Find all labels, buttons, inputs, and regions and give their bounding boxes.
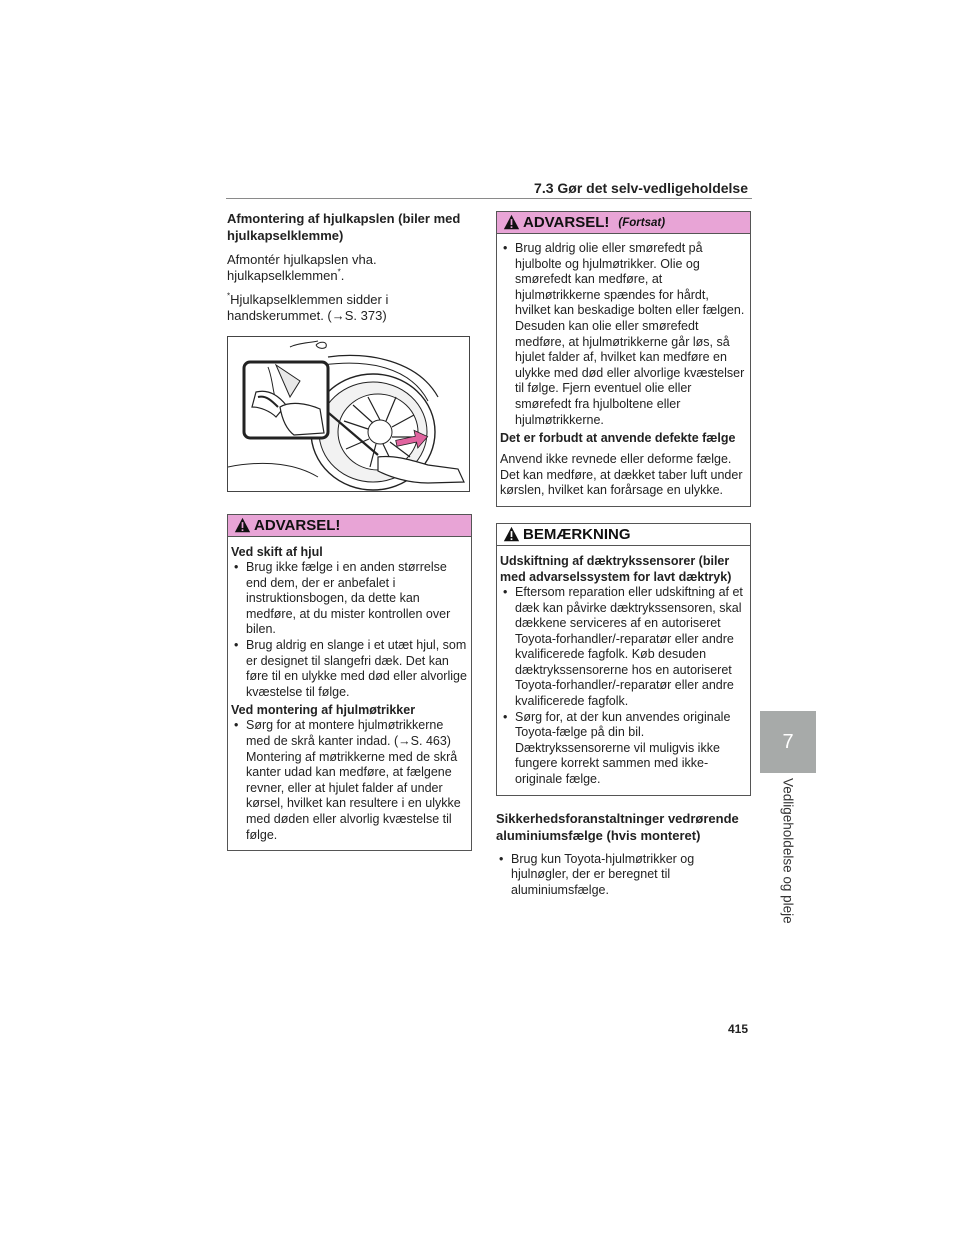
chapter-number: 7 <box>782 730 794 753</box>
chapter-tab <box>760 711 816 773</box>
list-item: • Brug kun Toyota-hjulmøtrikker og hjulnøgler, der er beregnet til aluminiumsfælge. <box>496 852 751 899</box>
warning-list-1 <box>231 560 468 700</box>
list-item: • Brug aldrig en slange i et utæt hjul, som er designet til slangefri dæk. Det kan føre til en ulykke med død eller alvorlige kvæstelse til følge. <box>231 638 468 700</box>
warning-subheading-2: Ved montering af hjulmøtrikker <box>231 703 416 718</box>
warning-triangle-icon <box>234 517 251 534</box>
list-item: • Brug aldrig olie eller smørefedt på hjulbolte og hjulmøtrikker. Olie og smørefedt kan medføre, at hjulmøtrikkerne spændes for hårdt, hvilket kan beskadige bolten eller fælgen. Desuden kan olie eller smørefedt medføre, at hjulmøtrikkerne går løs, så hjulet falder af, hvilket kan medføre en ulykke med død eller alvorlige kvæstelser til følge. Fjern eventuel olie eller smørefedt fra hjulboltene eller hjulmøtrikkerne. <box>500 241 747 428</box>
warning-continued-body <box>497 234 750 506</box>
left-paragraph-text: Afmontér hjulkapslen vha. hjulkapselklemmen <box>227 252 377 283</box>
warning-title-bar <box>228 515 471 537</box>
warning-continued-suffix: (Fortsat) <box>618 216 666 229</box>
notice-list <box>500 585 747 788</box>
warning-box <box>227 514 472 851</box>
warning-continued-title: ADVARSEL! <box>523 214 610 231</box>
hubcap-illustration-svg <box>228 337 470 492</box>
warning-list-2 <box>231 718 468 843</box>
aluminium-rims-heading: Sikkerhedsforanstaltninger vedrørende aluminiumsfælge (hvis monteret) <box>496 810 739 843</box>
header-divider <box>226 198 752 199</box>
warning-triangle-icon <box>503 214 520 231</box>
warning-continued-subheading: Det er forbudt at anvende defekte fælge <box>500 431 736 446</box>
list-item: • Sørg for at montere hjulmøtrikkerne med de skrå kanter indad. (→S. 463) Montering af møtrikkerne med de skrå kanter udad kan medføre, at fælgene revner, eller at hjulet falder af under kørsel, hvilket kan resultere i en ulykke med døden eller alvorlig kvæstelse til følge. <box>231 718 468 843</box>
notice-triangle-icon <box>503 526 520 543</box>
warning-subheading-1: Ved skift af hjul <box>231 545 323 559</box>
footnote-ref: * <box>337 267 341 277</box>
notice-title-bar <box>497 524 750 546</box>
list-item: • Sørg for, at der kun anvendes originale Toyota-fælge på din bil. Dæktrykssensorerne vil muligvis ikke fungere korrekt sammen med ikke-originale fælge. <box>500 710 747 788</box>
notice-body <box>497 546 750 795</box>
list-item: • Eftersom reparation eller udskiftning af et dæk kan påvirke dæktrykssensoren, skal dækkene serviceres af en autoriseret Toyota-forhandler/-reparatør eller andre kvalificerede fagfolk. Køb desuden dæktrykssensorerne hos en autoriseret Toyota-forhandler/-reparatør eller andre kvalificerede fagfolk. <box>500 585 747 710</box>
warning-continued-title-bar <box>497 212 750 234</box>
list-item: • Brug ikke fælge i en anden størrelse end dem, der er anbefalet i instruktionsbogen, da dette kan medføre, at du mister kontrollen over bilen. <box>231 560 468 638</box>
hubcap-removal-illustration <box>227 336 470 492</box>
chapter-label: Vedligeholdelse og pleje <box>780 778 796 924</box>
warning-continued-paragraph: Anvend ikke revnede eller deforme fælge. Det kan medføre, at dækket taber luft under kørslen, hvilket kan forårsage en ulykke. <box>500 452 743 498</box>
chapter-side-label <box>766 778 810 928</box>
left-column <box>227 210 472 851</box>
left-paragraph <box>227 252 472 284</box>
footnote-text: Hjulkapselklemmen sidder i handskerummet. (→S. 373) <box>227 292 389 323</box>
left-heading: Afmontering af hjulkapslen (biler med hjulkapselklemme) <box>227 211 461 243</box>
section-header-title: 7.3 Gør det selv-vedligeholdelse <box>534 180 748 196</box>
notice-subheading: Udskiftning af dæktrykssensorer (biler med advarselssystem for lavt dæktryk) <box>500 553 732 584</box>
page-number: 415 <box>728 1022 749 1036</box>
warning-body <box>228 537 471 850</box>
warning-continued-list <box>500 241 747 428</box>
warning-title: ADVARSEL! <box>254 517 341 534</box>
left-paragraph-end: . <box>340 268 345 283</box>
warning-continued-box <box>496 211 751 507</box>
aluminium-rims-list <box>496 852 751 899</box>
right-column <box>496 211 751 898</box>
footnote-mark: * <box>227 291 231 301</box>
notice-title: BEMÆRKNING <box>523 525 631 543</box>
footnote <box>227 292 472 324</box>
notice-box <box>496 523 751 796</box>
